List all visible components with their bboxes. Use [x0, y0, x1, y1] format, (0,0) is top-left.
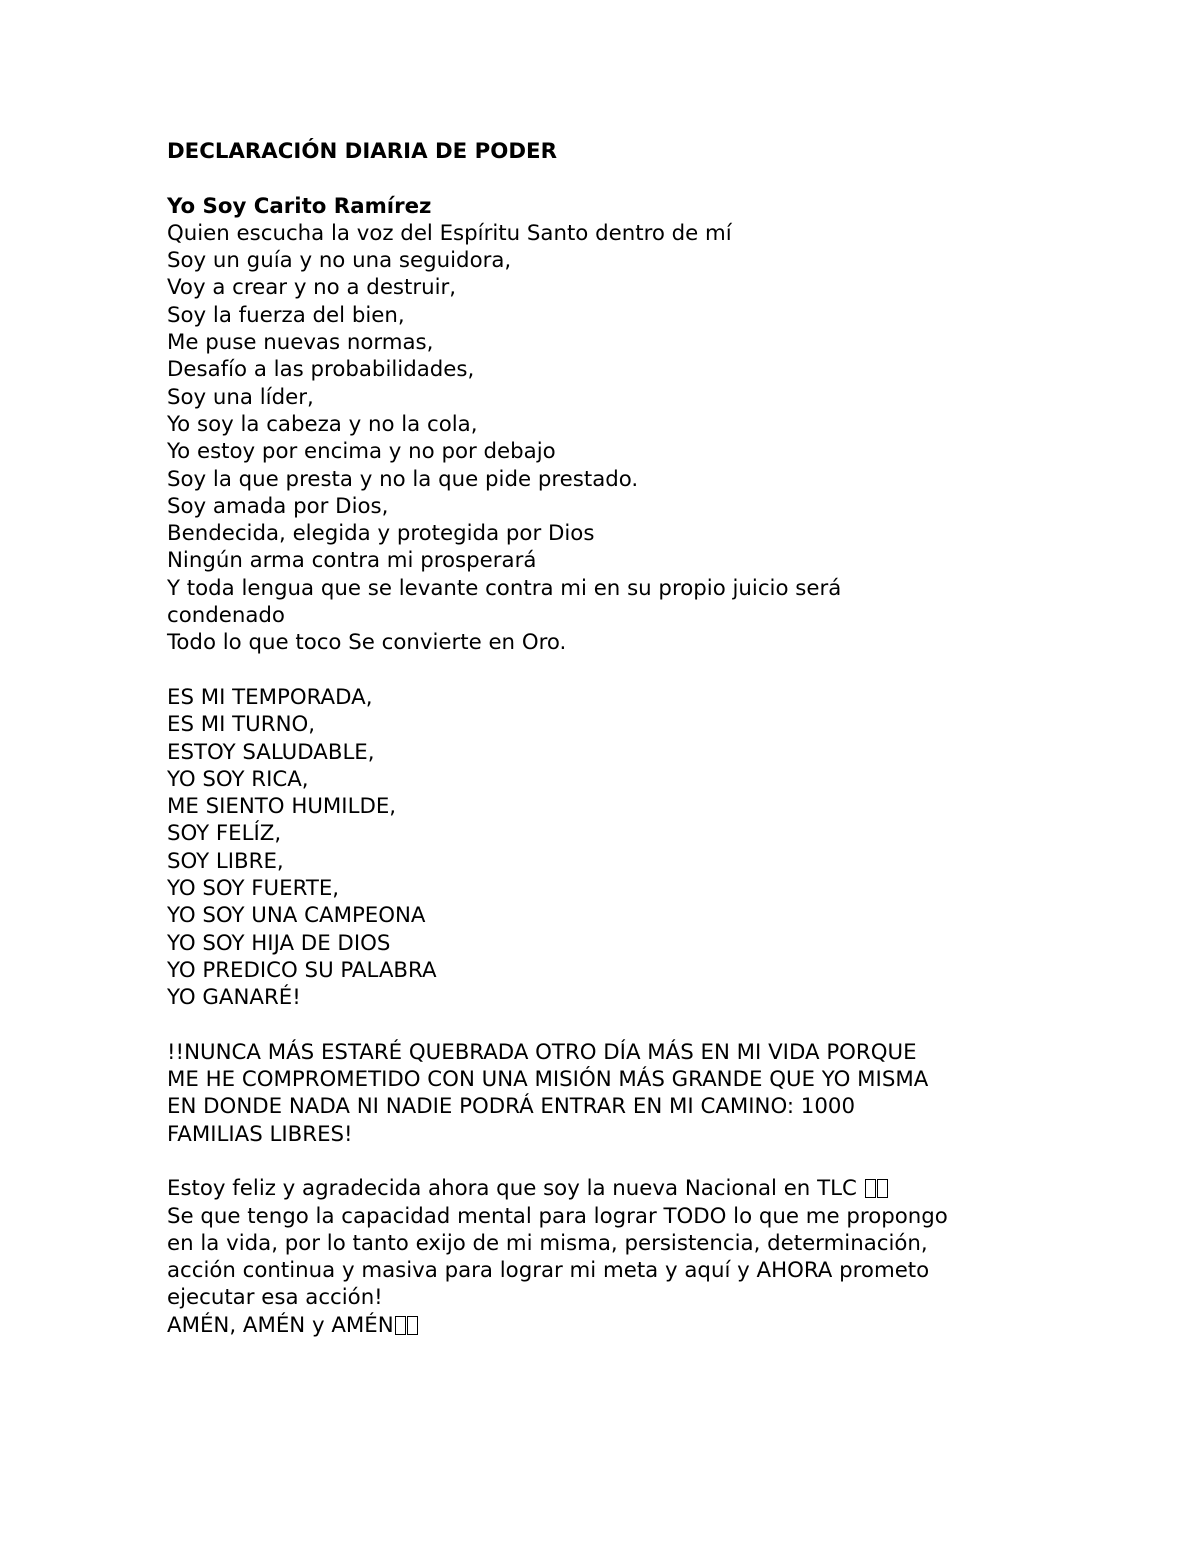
declaration-section-2 [167, 684, 1067, 1012]
text-line: ES MI TURNO, [167, 712, 316, 738]
text-line: YO PREDICO SU PALABRA [167, 957, 437, 983]
text-line: YO SOY UNA CAMPEONA [167, 903, 426, 929]
text-line: Bendecida, elegida y protegida por Dios [167, 521, 595, 547]
blank-line [167, 1148, 1067, 1175]
text-line: ES MI TEMPORADA, [167, 684, 373, 710]
text-line: en la vida, por lo tanto exijo de mi misma, persistencia, determinación, [167, 1230, 928, 1256]
document-title: DECLARACIÓN DIARIA DE PODER [167, 139, 557, 164]
text-line: EN DONDE NADA NI NADIE PODRÁ ENTRAR EN MI CAMINO: 1000 [167, 1094, 856, 1120]
text-line: !!NUNCA MÁS ESTARÉ QUEBRADA OTRO DÍA MÁS EN MI VIDA PORQUE [167, 1039, 917, 1065]
text-line: ESTOY SALUDABLE, [167, 739, 375, 765]
text-line: Yo estoy por encima y no por debajo [167, 439, 556, 465]
text-line-content: Estoy feliz y agradecida ahora que soy la nueva Nacional en TLC [167, 1176, 857, 1202]
missing-glyph-icon [407, 1316, 418, 1335]
text-line: SOY FELÍZ, [167, 821, 282, 847]
text-line: Desafío a las probabilidades, [167, 357, 475, 383]
document-page [167, 138, 1067, 1339]
missing-glyph-icon [877, 1179, 888, 1198]
text-line: Todo lo que toco Se convierte en Oro. [167, 630, 567, 656]
missing-glyph-icon [395, 1316, 406, 1335]
text-line: acción continua y masiva para lograr mi meta y aquí y AHORA prometo [167, 1258, 930, 1284]
text-line: FAMILIAS LIBRES! [167, 1121, 353, 1147]
declaration-section-1 [167, 220, 1067, 657]
text-line: Soy la que presta y no la que pide prestado. [167, 466, 639, 492]
text-line: ME HE COMPROMETIDO CON UNA MISIÓN MÁS GRANDE QUE YO MISMA [167, 1067, 929, 1093]
text-line: YO SOY FUERTE, [167, 876, 340, 902]
blank-line [167, 1012, 1067, 1039]
text-line: Me puse nuevas normas, [167, 330, 434, 356]
text-line: Quien escucha la voz del Espíritu Santo dentro de mí [167, 220, 732, 246]
text-line: Soy un guía y no una seguidora, [167, 248, 512, 274]
text-line: Soy una líder, [167, 384, 314, 410]
blank-line [167, 657, 1067, 684]
text-line: Ningún arma contra mi prosperará [167, 548, 537, 574]
text-line: SOY LIBRE, [167, 848, 284, 874]
declaration-section-3 [167, 1039, 1067, 1148]
document-subtitle: Yo Soy Carito Ramírez [167, 193, 432, 219]
text-line: Y toda lengua que se levante contra mi en su propio juicio será [167, 575, 842, 601]
declaration-section-4 [167, 1175, 1067, 1339]
text-line: ME SIENTO HUMILDE, [167, 794, 397, 820]
text-line: YO SOY HIJA DE DIOS [167, 930, 391, 956]
text-line: YO SOY RICA, [167, 766, 309, 792]
text-line: Yo soy la cabeza y no la cola, [167, 411, 478, 437]
text-line-with-emoji [167, 1175, 1067, 1202]
text-line: Soy la fuerza del bien, [167, 302, 405, 328]
text-line: Se que tengo la capacidad mental para lograr TODO lo que me propongo [167, 1203, 948, 1229]
text-line-with-emoji [167, 1312, 1067, 1339]
text-line: ejecutar esa acción! [167, 1285, 383, 1311]
text-line-content: AMÉN, AMÉN y AMÉN [167, 1312, 394, 1338]
text-line: condenado [167, 603, 285, 629]
text-line: Voy a crear y no a destruir, [167, 275, 457, 301]
blank-line [167, 165, 1067, 192]
text-line: YO GANARÉ! [167, 985, 301, 1011]
missing-glyph-icon [865, 1179, 876, 1198]
text-line: Soy amada por Dios, [167, 493, 389, 519]
